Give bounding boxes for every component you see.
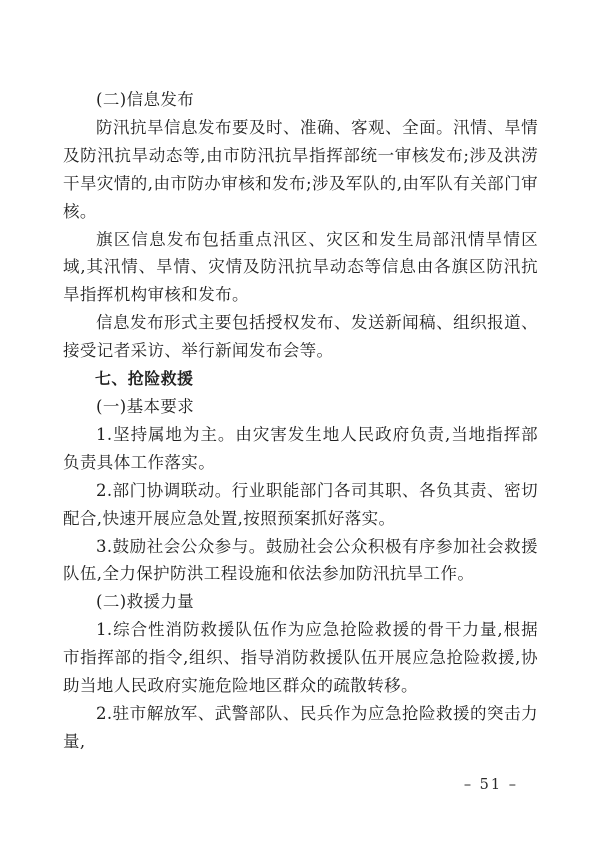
paragraph: 防汛抗旱信息发布要及时、准确、客观、全面。汛情、旱情及防汛抗旱动态等,由市防汛抗旱指挥部统一审核发布;涉及洪涝干旱灾情的,由市防办审核和发布;涉及军队的,由军队有关部门审核。: [63, 117, 538, 221]
page-number: – 51 –: [463, 777, 518, 793]
section-heading-rescue-forces: (二)救援力量: [96, 592, 195, 612]
paragraph: 3.鼓励社会公众参与。鼓励社会公众积极有序参加社会救援队伍,全力保护防洪工程设施和依法参加防汛抗旱工作。: [63, 536, 538, 584]
section-heading-info-release: (二)信息发布: [96, 90, 195, 109]
paragraph: 2.部门协调联动。行业职能部门各司其职、各负其责、密切配合,快速开展应急处置,按照预案抓好落实。: [63, 480, 538, 528]
paragraph: 2.驻市解放军、武警部队、民兵作为应急抢险救援的突击力量,: [63, 703, 538, 751]
section-heading-basic-requirements: (一)基本要求: [96, 396, 195, 416]
chapter-heading-rescue: 七、抢险救援: [95, 369, 194, 389]
paragraph: 1.坚持属地为主。由灾害发生地人民政府负责,当地指挥部负责具体工作落实。: [63, 424, 538, 472]
paragraph: 信息发布形式主要包括授权发布、发送新闻稿、组织报道、接受记者采访、举行新闻发布会等。: [63, 313, 538, 361]
document-body: [63, 86, 538, 756]
paragraph: 旗区信息发布包括重点汛区、灾区和发生局部汛情旱情区域,其汛情、旱情、灾情及防汛抗旱动态等信息由各旗区防汛抗旱指挥机构审核和发布。: [63, 229, 538, 305]
paragraph: 1.综合性消防救援队伍作为应急抢险救援的骨干力量,根据市指挥部的指令,组织、指导消防救援队伍开展应急抢险救援,协助当地人民政府实施危险地区群众的疏散转移。: [63, 620, 538, 696]
